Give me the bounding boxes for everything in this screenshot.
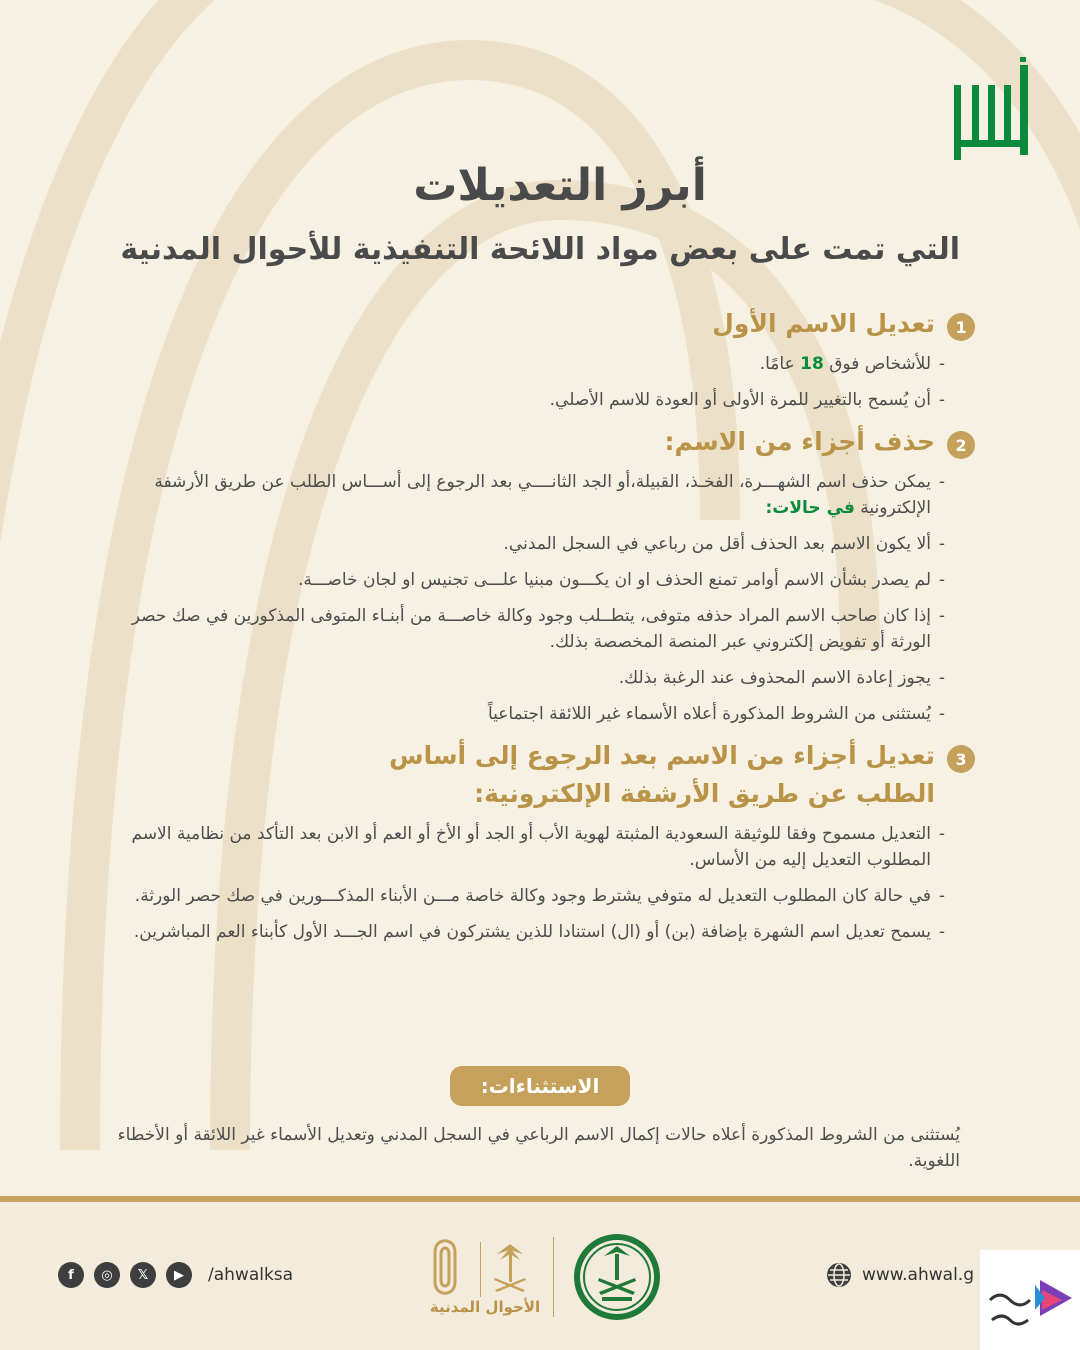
facebook-icon[interactable]: f bbox=[58, 1262, 84, 1288]
list-item: - للأشخاص فوق 18 عامًا. bbox=[125, 351, 945, 377]
social-links bbox=[58, 1262, 293, 1288]
section-number: 1 bbox=[947, 313, 975, 341]
cases-highlight: في حالات: bbox=[765, 498, 855, 518]
section-number: 2 bbox=[947, 431, 975, 459]
list-item: - التعديل مسموح وفقا للوثيقة السعودية المثبتة لهوية الأب أو الجد أو الأخ أو العم أو الابن بعد التأكد من نظامية الاسم المطلوب التعديل إليه من الأساس. bbox=[125, 821, 945, 873]
section-title: تعديل أجزاء من الاسم بعد الرجوع إلى أساس الطلب عن طريق الأرشفة الإلكترونية: bbox=[389, 741, 935, 808]
ahwal-logo-text: الأحوال المدنية bbox=[429, 1298, 541, 1316]
main-content bbox=[125, 305, 967, 955]
section-modify-parts bbox=[125, 737, 967, 945]
moi-emblem bbox=[572, 1232, 662, 1322]
list-item: - أن يُسمح بالتغيير للمرة الأولى أو العودة للاسم الأصلي. bbox=[125, 387, 945, 413]
section-list bbox=[125, 351, 945, 413]
list-item: - يمكن حذف اسم الشهـــرة، الفخـذ، القبيلة،أو الجد الثانــــي بعد الرجوع إلى أســـاس الطلب عن طريق الأرشفة الإلكترونية في حالات: bbox=[125, 469, 945, 521]
page-subtitle: التي تمت على بعض مواد اللائحة التنفيذية للأحوال المدنية bbox=[120, 232, 960, 267]
social-handle[interactable]: /ahwalksa bbox=[208, 1265, 294, 1285]
website-link[interactable] bbox=[826, 1262, 974, 1288]
section-list bbox=[125, 821, 945, 945]
section-delete-parts bbox=[125, 423, 967, 727]
section-number: 3 bbox=[947, 745, 975, 773]
page-title: أبرز التعديلات bbox=[413, 160, 707, 211]
list-item: - لم يصدر بشأن الاسم أوامر تمنع الحذف او ان يكـــون مبنيا علـــى تجنيس او لجان خاصـــة. bbox=[125, 567, 945, 593]
globe-icon bbox=[826, 1262, 852, 1288]
list-item: - يسمح تعديل اسم الشهرة بإضافة (بن) أو (ال) استنادا للذين يشتركون في اسم الجـــد الأول كأبناء العم المباشرين. bbox=[125, 919, 945, 945]
section-title: حذف أجزاء من الاسم: bbox=[664, 427, 935, 456]
website-url[interactable]: www.ahwal.g bbox=[862, 1265, 974, 1285]
instagram-icon[interactable]: ◎ bbox=[94, 1262, 120, 1288]
list-item: - يجوز إعادة الاسم المحذوف عند الرغبة بذلك. bbox=[125, 665, 945, 691]
list-item: - ألا يكون الاسم بعد الحذف أقل من رباعي في السجل المدني. bbox=[125, 531, 945, 557]
section-first-name bbox=[125, 305, 967, 413]
list-item: - إذا كان صاحب الاسم المراد حذفه متوفى، يتطــلب وجود وكالة خاصـــة من أبنـاء المتوفى المذكورين في صك حصر الورثة أو تفويض إلكتروني عبر المنصة المخصصة بذلك. bbox=[125, 603, 945, 655]
age-highlight: 18 bbox=[800, 354, 824, 374]
absher-logo bbox=[940, 55, 1040, 165]
section-title: تعديل الاسم الأول bbox=[712, 309, 935, 338]
exceptions-text: يُستثنى من الشروط المذكورة أعلاه حالات إكمال الاسم الرباعي في السجل المدني وتعديل الأسماء غير اللائقة أو الأخطاء اللغوية. bbox=[117, 1125, 960, 1171]
corner-platform-logo bbox=[980, 1250, 1080, 1350]
youtube-icon[interactable]: ▶ bbox=[166, 1262, 192, 1288]
exceptions-label: الاستثناءات: bbox=[450, 1066, 630, 1106]
logo-separator bbox=[553, 1237, 554, 1317]
list-item: - في حالة كان المطلوب التعديل له متوفي يشترط وجود وكالة خاصة مـــن الأبناء المذكـــورين في صك حصر الورثة. bbox=[125, 883, 945, 909]
list-item: - يُستثنى من الشروط المذكورة أعلاه الأسماء غير اللائقة اجتماعياً bbox=[125, 701, 945, 727]
section-list bbox=[125, 469, 945, 727]
x-icon[interactable]: 𝕏 bbox=[130, 1262, 156, 1288]
